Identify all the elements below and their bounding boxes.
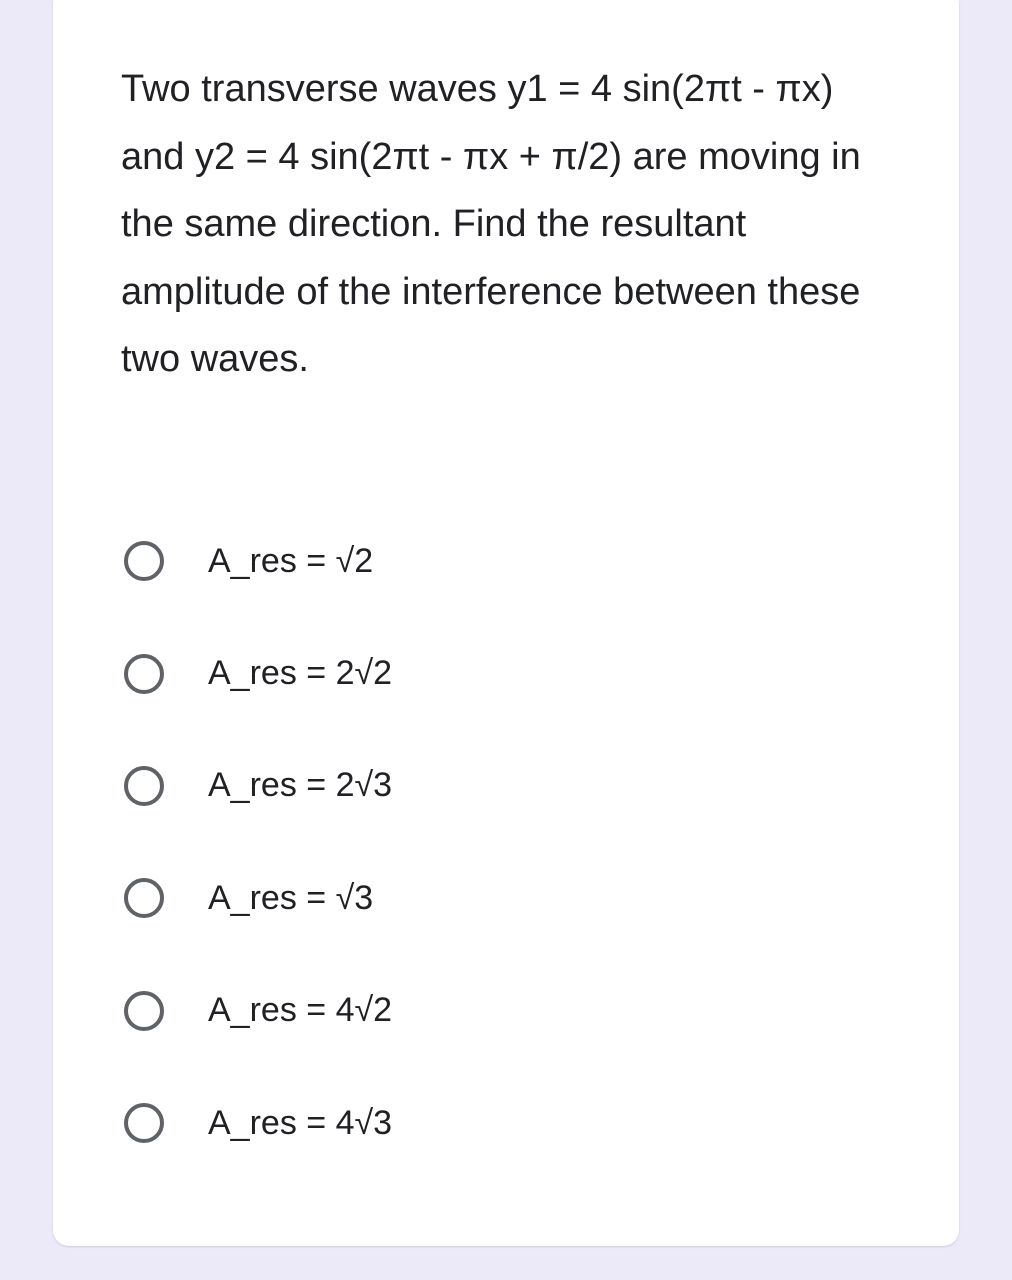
answer-option-label: A_res = √2 <box>208 541 374 580</box>
radio-button-icon[interactable] <box>124 766 164 806</box>
answer-option-label: A_res = 2√3 <box>208 766 393 805</box>
answer-option[interactable] <box>121 842 821 954</box>
answer-options <box>121 505 821 1179</box>
radio-button-icon[interactable] <box>124 878 164 918</box>
answer-option[interactable] <box>121 1067 821 1179</box>
radio-button-icon[interactable] <box>124 541 164 581</box>
answer-option-label: A_res = 4√2 <box>208 991 393 1030</box>
answer-option[interactable] <box>121 730 821 842</box>
radio-button-icon[interactable] <box>124 991 164 1031</box>
question-text: Two transverse waves y1 = 4 sin(2πt - πx) and y2 = 4 sin(2πt - πx + π/2) are moving in the same direction. Find the resultant amplitude of the interference between these two waves. <box>121 68 861 380</box>
radio-button-icon[interactable] <box>124 1103 164 1143</box>
radio-button-icon[interactable] <box>124 654 164 694</box>
answer-option-label: A_res = 4√3 <box>208 1103 393 1142</box>
answer-option[interactable] <box>121 505 821 617</box>
answer-option[interactable] <box>121 955 821 1067</box>
answer-option[interactable] <box>121 617 821 729</box>
answer-option-label: A_res = √3 <box>208 878 374 917</box>
answer-option-label: A_res = 2√2 <box>208 654 393 693</box>
